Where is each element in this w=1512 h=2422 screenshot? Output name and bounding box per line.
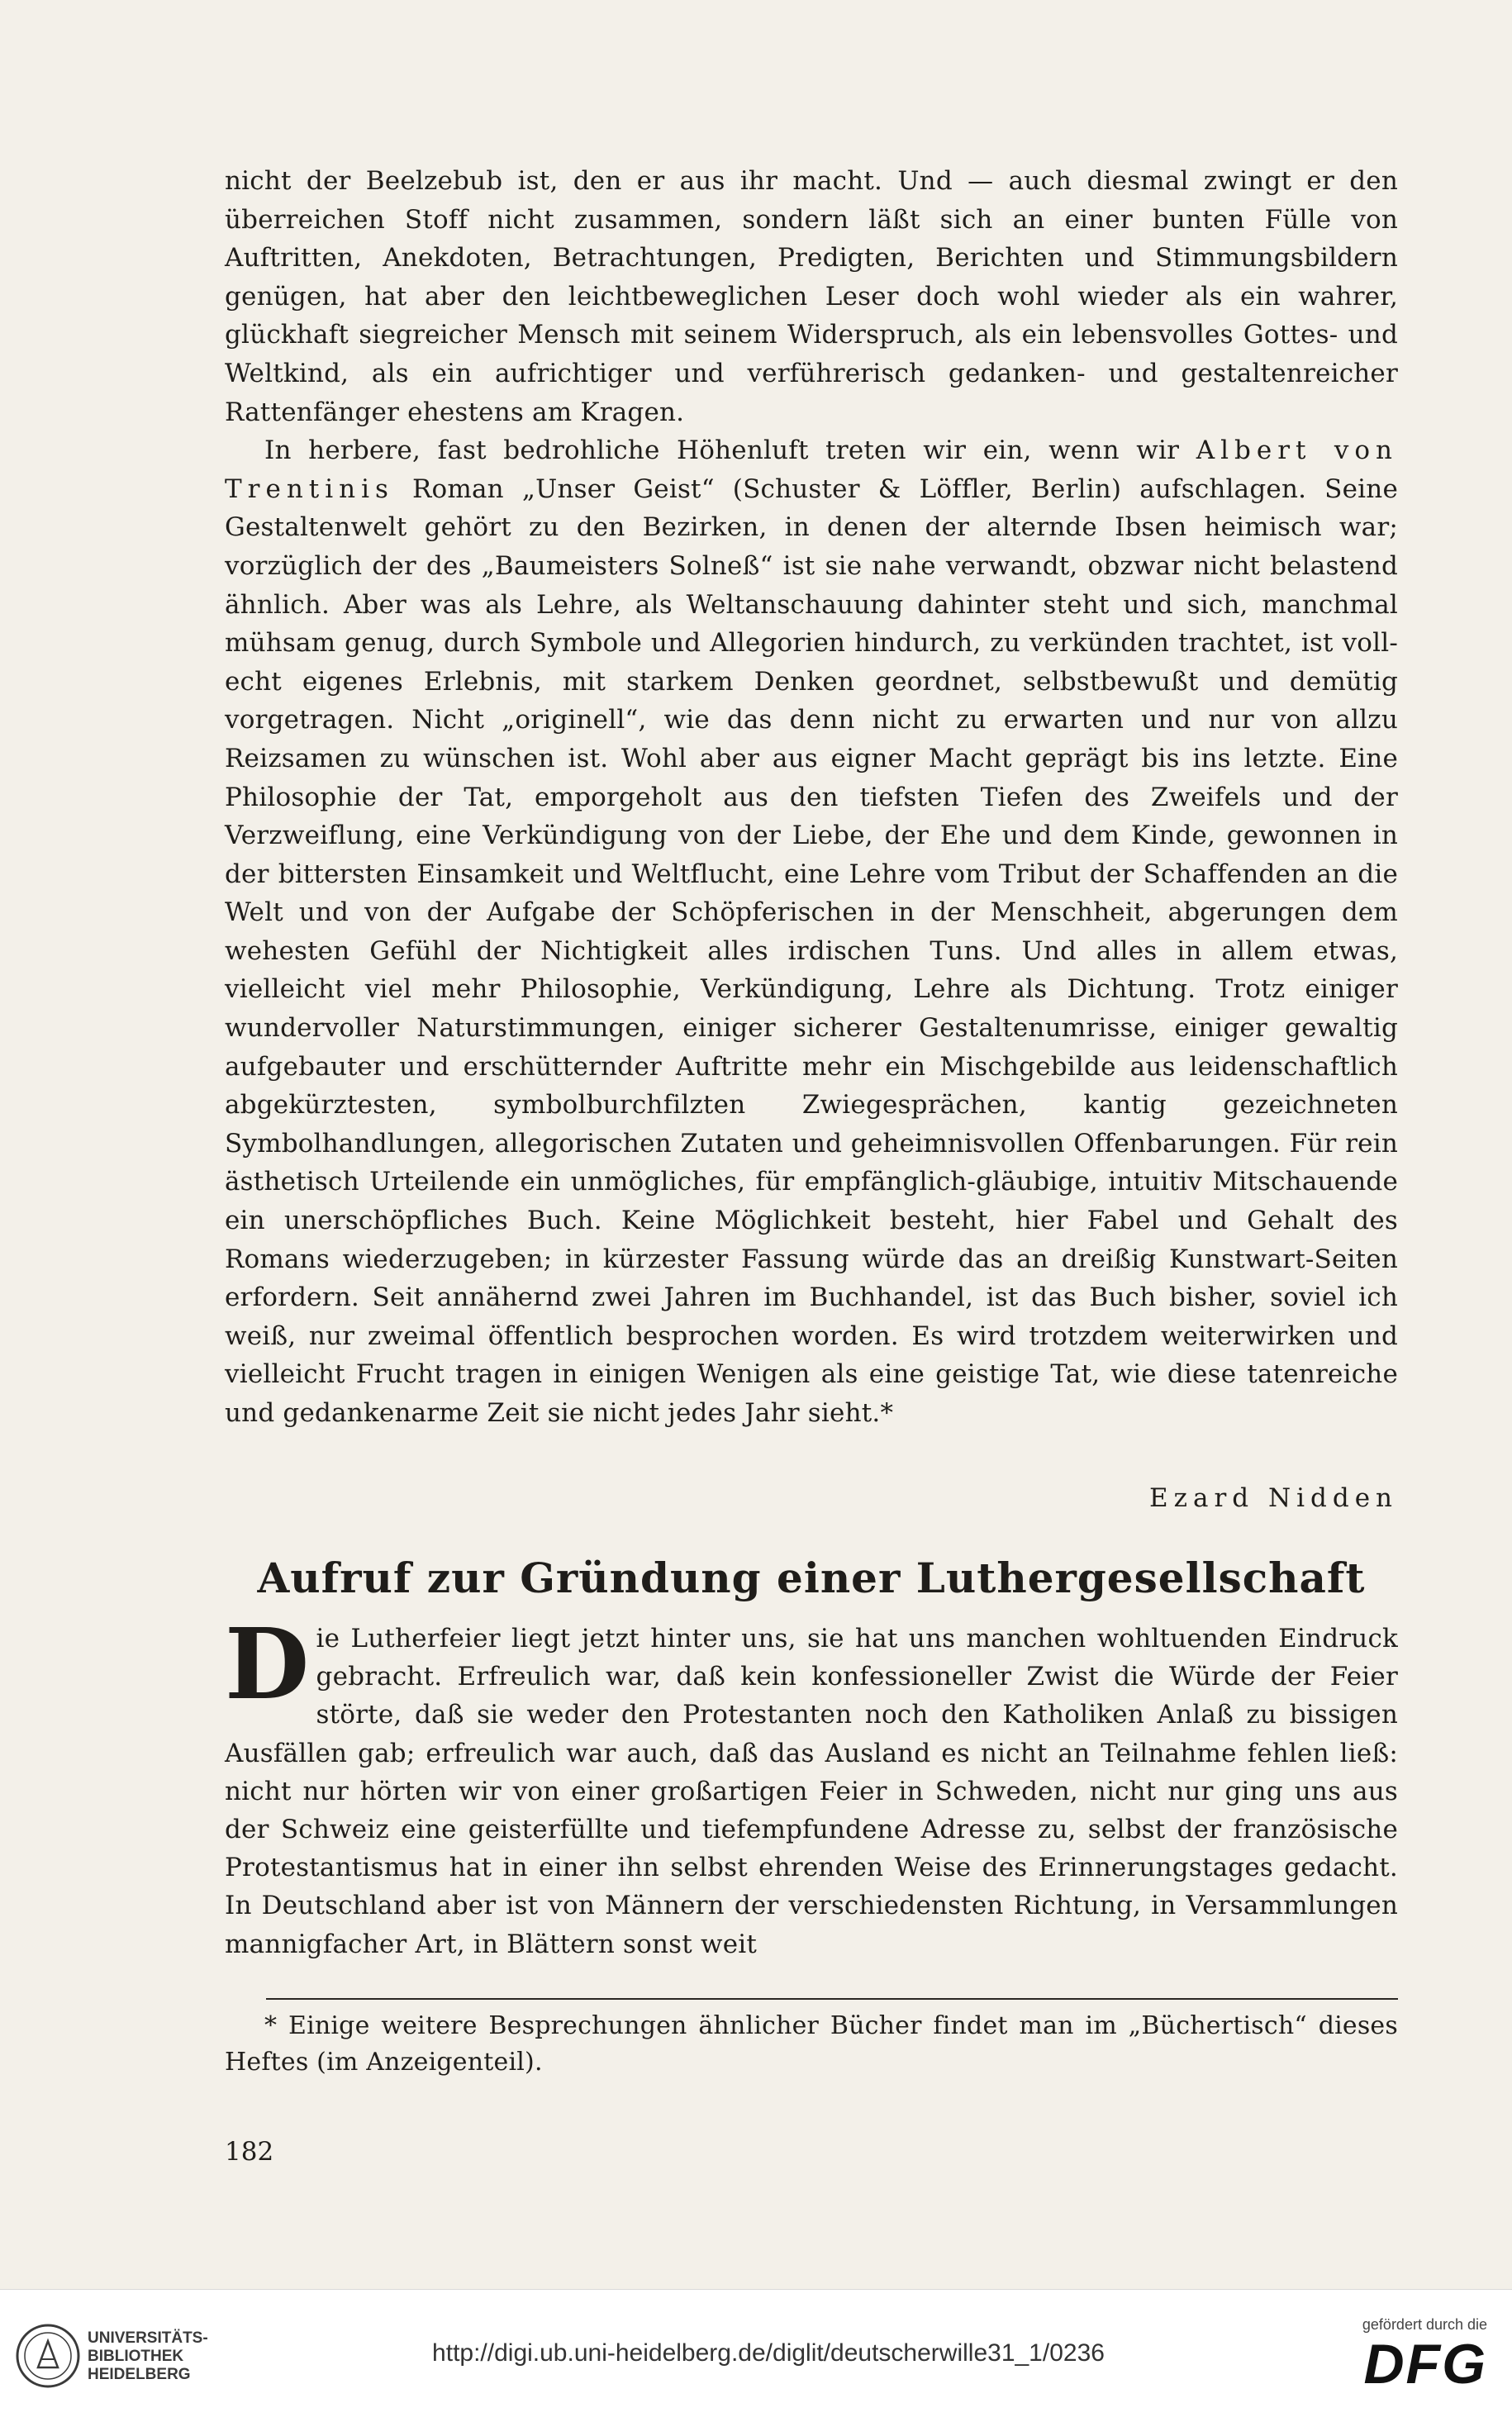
article-section [225,1606,1398,1963]
review-paragraph-1: nicht der Beelzebub ist, den er aus ihr macht. Und — auch diesmal zwingt er den überreichen Stoff nicht zusammen, sondern läßt sich an einer bunten Fülle von Auftritten, Anekdoten, Betrachtungen, Predigten, Berichten und Stimmungsbildern genügen, hat aber den leichtbeweglichen Leser doch wohl wieder als ein wahrer, glückhaft siegreicher Mensch mit seinem Widerspruch, als ein lebensvolles Gottes- und Weltkind, als ein aufrichtiger und verführerisch gedanken- und gestaltenreicher Rattenfänger ehestens am Kragen. [225,166,1398,427]
footer-bar [0,2289,1512,2422]
article-body: ie Lutherfeier liegt jetzt hinter uns, sie hat uns manchen wohltuenden Eindruck gebracht. Erfreulich war, daß kein konfessioneller Zwist die Würde der Feier störte, daß sie weder den Protestanten noch den Katholiken Anlaß zu bissigen Ausfällen gab; erfreulich war auch, daß das Ausland es nicht an Teilnahme fehlen ließ: nicht nur hörten wir von einer großartigen Feier in Schweden, nicht nur ging uns aus der Schweiz eine geisterfüllte und tiefempfundene Adresse zu, selbst der französische Protestantismus hat in einer ihn selbst ehrenden Weise des Erinnerungstages gedacht. In Deutschland aber ist von Männern der verschiedensten Richtung, in Versammlungen mannigfacher Art, in Blättern sonst weit [225,1624,1398,1959]
article-dropcap: D [225,1606,310,1721]
university-seal-icon [15,2323,81,2389]
article-heading: Aufruf zur Gründung einer Luthergesellschaft [257,1554,1366,1602]
footnote-divider [266,1998,1398,2000]
review-author-name: Albert von Trentinis [225,435,1398,504]
review-signature: Ezard Nidden [1149,1483,1398,1513]
institution-line-1: UNIVERSITÄTS- [88,2329,208,2347]
dfg-logo: DFG [1363,2333,1487,2396]
review-paragraph-2-rest: Roman „Unser Geist“ (Schuster & Löffler, Berlin) aufschlagen. Seine Gestaltenwelt gehört zu den Bezirken, in denen der alternde Ibsen heimisch war; vorzüglich der des „Baumeisters Solneß“ ist sie nahe verwandt, obzwar nicht belastend ähnlich. Aber was als Lehre, als Weltanschauung dahinter steht und sich, manchmal mühsam genug, durch Symbole und Allegorien hindurch, zu verkünden trachtet, ist voll-echt eigenes Erlebnis, mit starkem Denken geordnet, selbstbewußt und demütig vorgetragen. Nicht „originell“, wie das denn nicht zu erwarten und nur von allzu Reizsamen zu wünschen ist. Wohl aber aus eigner Macht geprägt bis ins letzte. Eine Philosophie der Tat, emporgeholt aus den tiefsten Tiefen des Zweifels und der Verzweiflung, eine Verkündigung von der Liebe, der Ehe und dem Kinde, gewonnen in der bittersten Einsamkeit und Weltflucht, eine Lehre vom Tribut der Schaffenden an die Welt und von der Aufgabe der Schöpferischen in der Menschheit, abgerungen dem wehesten Gefühl der Nichtigkeit alles irdischen Tuns. Und alles in allem etwas, vielleicht viel mehr Philosophie, Verkündigung, Lehre als Dichtung. Trotz einiger wundervoller Naturstimmungen, einiger sicherer Gestaltenumrisse, einiger gewaltig aufgebauter und erschütternder Auftritte mehr ein Mischgebilde aus leidenschaftlich abgekürztesten, symbolburchfilzten Zwiegesprächen, kantig gezeichneten Symbolhandlungen, allegorischen Zutaten und geheimnisvollen Offenbarungen. Für rein ästhetisch Urteilende ein unmögliches, für empfänglich-gläubige, intuitiv Mitschauende ein unerschöpfliches Buch. Keine Möglichkeit besteht, hier Fabel und Gehalt des Romans wiederzugeben; in kürzester Fassung würde das an dreißig Kunstwart-Seiten erfordern. Seit annähernd zwei Jahren im Buchhandel, ist das Buch bisher, soviel ich weiß, nur zweimal öffentlich besprochen worden. Es wird trotzdem weiterwirken und vielleicht Frucht tragen in einigen Wenigen als eine geistige Tat, wie diese tatenreiche und gedankenarme Zeit sie nicht jedes Jahr sieht.* [225,473,1398,1428]
institution-name [88,2329,208,2384]
article-paragraph [225,1606,1398,1963]
footnote-text: * Einige weitere Besprechungen ähnlicher Bücher findet man im „Büchertisch“ dieses Heftes (im Anzeigenteil). [225,2011,1398,2077]
funder-block [1362,2316,1487,2395]
page-number: 182 [225,2137,274,2167]
institution-line-2: BIBLIOTHEK [88,2348,184,2365]
footnote-section [225,2008,1398,2081]
review-section [225,162,1398,1433]
funder-text: gefördert durch die [1362,2316,1487,2333]
source-url-link[interactable]: http://digi.ub.uni-heidelberg.de/diglit/deutscherwille31_1/0236 [432,2339,1105,2367]
institution-line-3: HEIDELBERG [88,2366,191,2383]
review-paragraph-2-intro: In herbere, fast bedrohliche Höhenluft treten wir ein, wenn wir [264,435,1196,466]
review-paragraph-2 [225,431,1398,1432]
